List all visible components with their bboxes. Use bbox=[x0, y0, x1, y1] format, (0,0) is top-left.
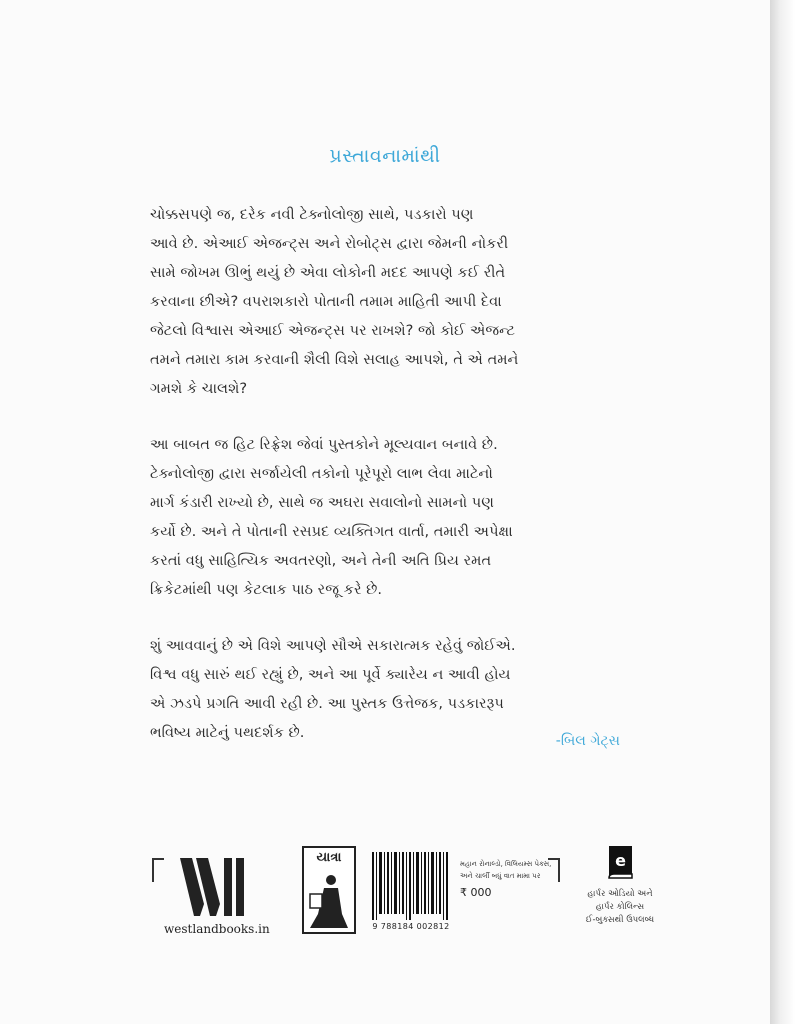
back-blurb: મહાન રોનાલ્ડો, વિલિયમ્સ પેક્સ, અને ચાર્લી બધું વાત મામા પર bbox=[460, 860, 552, 880]
westland-logo-icon bbox=[180, 858, 250, 916]
text-line: કર્યો છે. અને તે પોતાની રસપ્રદ વ્યક્તિગત વાર્તા, તમારી અપેક્ષા bbox=[150, 523, 513, 540]
publisher-note-line: હાર્પર ઓડિયો અને bbox=[587, 889, 653, 899]
text-line: ચોક્કસપણે જ, દરેક નવી ટેક્નોલોજી સાથે, પડકારો પણ bbox=[150, 206, 474, 223]
book-logo-icon bbox=[606, 844, 636, 880]
text-line: એ ઝડપે પ્રગતિ આવી રહી છે. આ પુસ્તક ઉત્તેજક, પડકારરૂપ bbox=[150, 695, 504, 712]
text-line: જેટલો વિશ્વાસ એઆઈ એજન્ટ્સ પર રાખશે? જો કોઈ એજન્ટ bbox=[150, 322, 515, 339]
imprint-logo-text: યાત્રા bbox=[316, 850, 342, 865]
text-line: આવે છે. એઆઈ એજન્ટ્સ અને રોબોટ્સ દ્વારા જેમની નોકરી bbox=[150, 235, 509, 252]
barcode-icon bbox=[370, 852, 450, 920]
paragraph-3 bbox=[150, 631, 620, 747]
text-line: આ બાબત જ હિટ રિફ્રેશ જેવાં પુસ્તકોને મૂલ્યવાન બનાવે છે. bbox=[150, 436, 498, 453]
svg-text:e: e bbox=[615, 851, 626, 870]
text-line: ભવિષ્ય માટેનું પથદર્શક છે. bbox=[150, 724, 305, 741]
publisher-note-line: ઈ-બુક્સથી ઉપલબ્ધ bbox=[585, 915, 655, 925]
price: ₹ 000 bbox=[460, 886, 492, 899]
imprint-logo bbox=[302, 846, 356, 934]
text-line: ક્રિકેટમાંથી પણ કેટલાક પાઠ રજૂ કરે છે. bbox=[150, 581, 383, 598]
paragraph-2 bbox=[150, 430, 620, 604]
traveler-icon bbox=[304, 870, 354, 930]
author-signature: -બિલ ગેટ્સ bbox=[555, 733, 620, 749]
text-line: તમને તમારા કામ કરવાની શૈલી વિશે સલાહ આપશે, તે એ તમને bbox=[150, 351, 519, 368]
text-line: ગમશે કે ચાલશે? bbox=[150, 380, 248, 397]
section-heading: પ્રસ્તાવનામાંથી bbox=[329, 145, 441, 167]
text-line: કરવાના છીએ? વપરાશકારો પોતાની તમામ માહિતી આપી દેવા bbox=[150, 293, 502, 310]
foreword-text bbox=[150, 200, 620, 774]
publisher-website: westlandbooks.in bbox=[164, 922, 270, 936]
text-line: ટેક્નોલોજી દ્વારા સર્જાયેલી તકોનો પૂરેપૂરો લાભ લેવા માટેનો bbox=[150, 465, 493, 482]
text-line: શું આવવાનું છે એ વિશે આપણે સૌએ સકારાત્મક રહેવું જોઈએ. bbox=[150, 637, 516, 654]
paragraph-1 bbox=[150, 200, 620, 403]
text-line: સામે જોખમ ઊભું થયું છે એવા લોકોની મદદ આપણે કઈ રીતે bbox=[150, 264, 506, 281]
publisher-note bbox=[560, 888, 680, 927]
corner-bracket-left bbox=[152, 858, 164, 882]
publisher-note-line: હાર્પર કોલિન્સ bbox=[595, 902, 645, 912]
isbn-number: 9 788184 002812 bbox=[372, 922, 450, 931]
page-edge-shadow bbox=[770, 0, 795, 1024]
text-line: વિશ્વ વધુ સારું થઈ રહ્યું છે, અને આ પૂર્વે ક્યારેય ન આવી હોય bbox=[150, 666, 511, 683]
text-line: કરતાં વધુ સાહિત્યિક અવતરણો, અને તેની અતિ પ્રિય રમત bbox=[150, 552, 492, 569]
text-line: માર્ગ કંડારી રાખ્યો છે, સાથે જ અઘરા સવાલોનો સામનો પણ bbox=[150, 494, 494, 511]
